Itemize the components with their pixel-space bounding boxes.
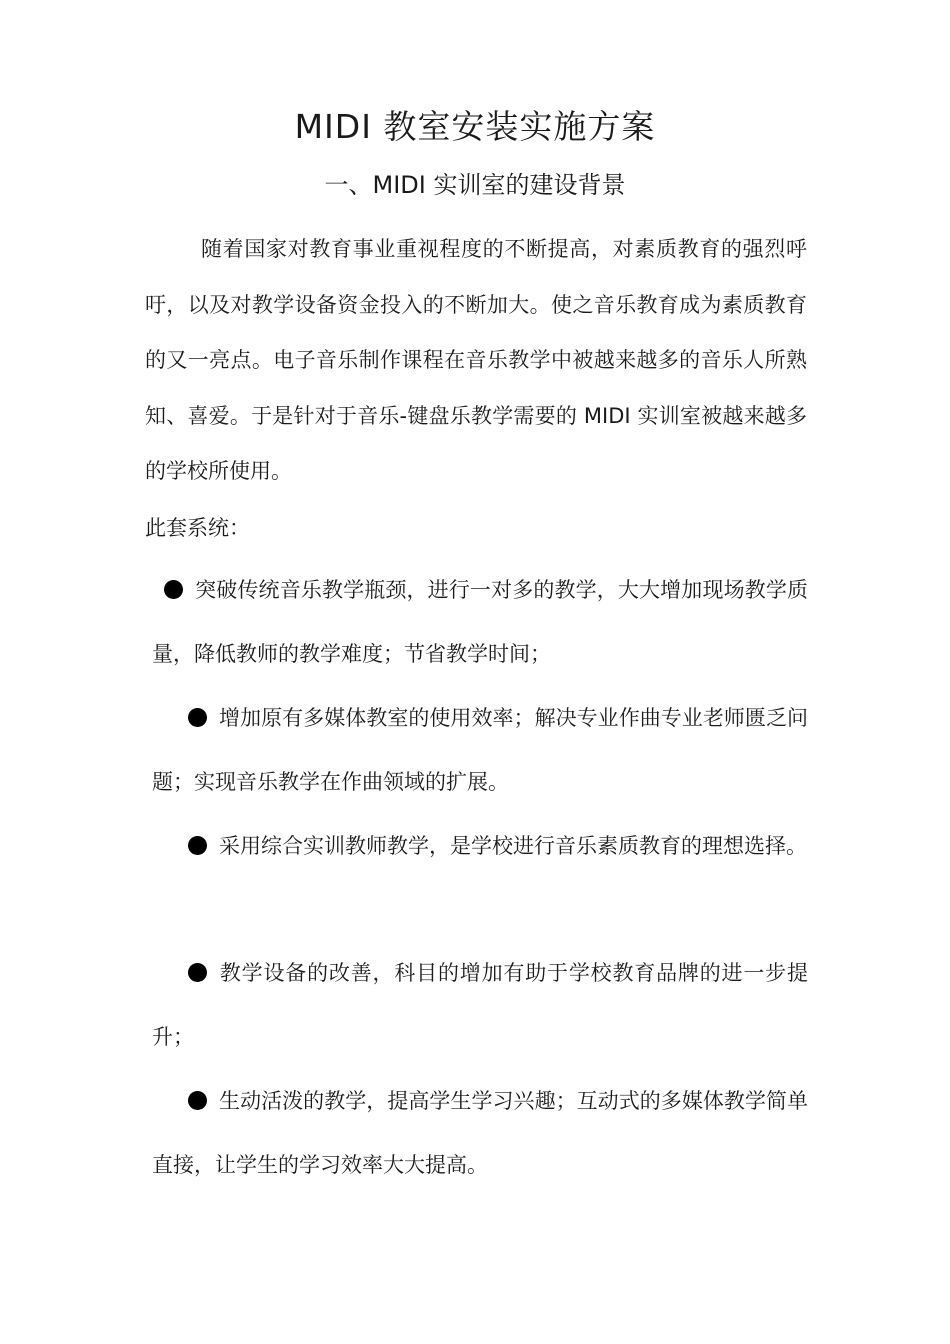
bullet-text: 采用综合实训教师教学，是学校进行音乐素质教育的理想选择。 [219,834,807,858]
bullet-item [152,814,808,878]
system-label: 此套系统： [145,516,250,540]
bullet-text: 生动活泼的教学，提高学生学习兴趣；互动式的多媒体教学简单直接，让学生的学习效率大大提高。 [152,1089,808,1177]
bullet-item [152,1069,808,1197]
bullet-dot-icon [188,836,207,855]
document-title: MIDI 教室安装实施方案 [294,107,656,146]
bullet-text: 突破传统音乐教学瓶颈，进行一对多的教学，大大增加现场教学质量，降低教师的教学难度；节省教学时间； [152,578,808,666]
intro-paragraph: 随着国家对教育事业重视程度的不断提高，对素质教育的强烈呼吁，以及对教学设备资金投入的不断加大。使之音乐教育成为素质教育的又一亮点。电子音乐制作课程在音乐教学中被越来越多的音乐人所熟知、喜爱。于是针对于音乐-键盘乐教学需要的 MIDI 实训室被越来越多的学校所使用。 [145,237,807,484]
bullet-item [152,941,808,1069]
bullet-dot-icon [188,1091,207,1110]
bullet-text: 增加原有多媒体教室的使用效率；解决专业作曲专业老师匮乏问题；实现音乐教学在作曲领域的扩展。 [152,706,808,794]
bullet-item [152,686,808,814]
section-heading: 一、MIDI 实训室的建设背景 [324,171,626,199]
bullet-dot-icon [164,580,183,599]
bullet-text: 教学设备的改善，科目的增加有助于学校教育品牌的进一步提升； [152,961,808,1049]
bullet-item [152,558,808,686]
bullet-dot-icon [188,708,207,727]
bullet-dot-icon [188,963,207,982]
